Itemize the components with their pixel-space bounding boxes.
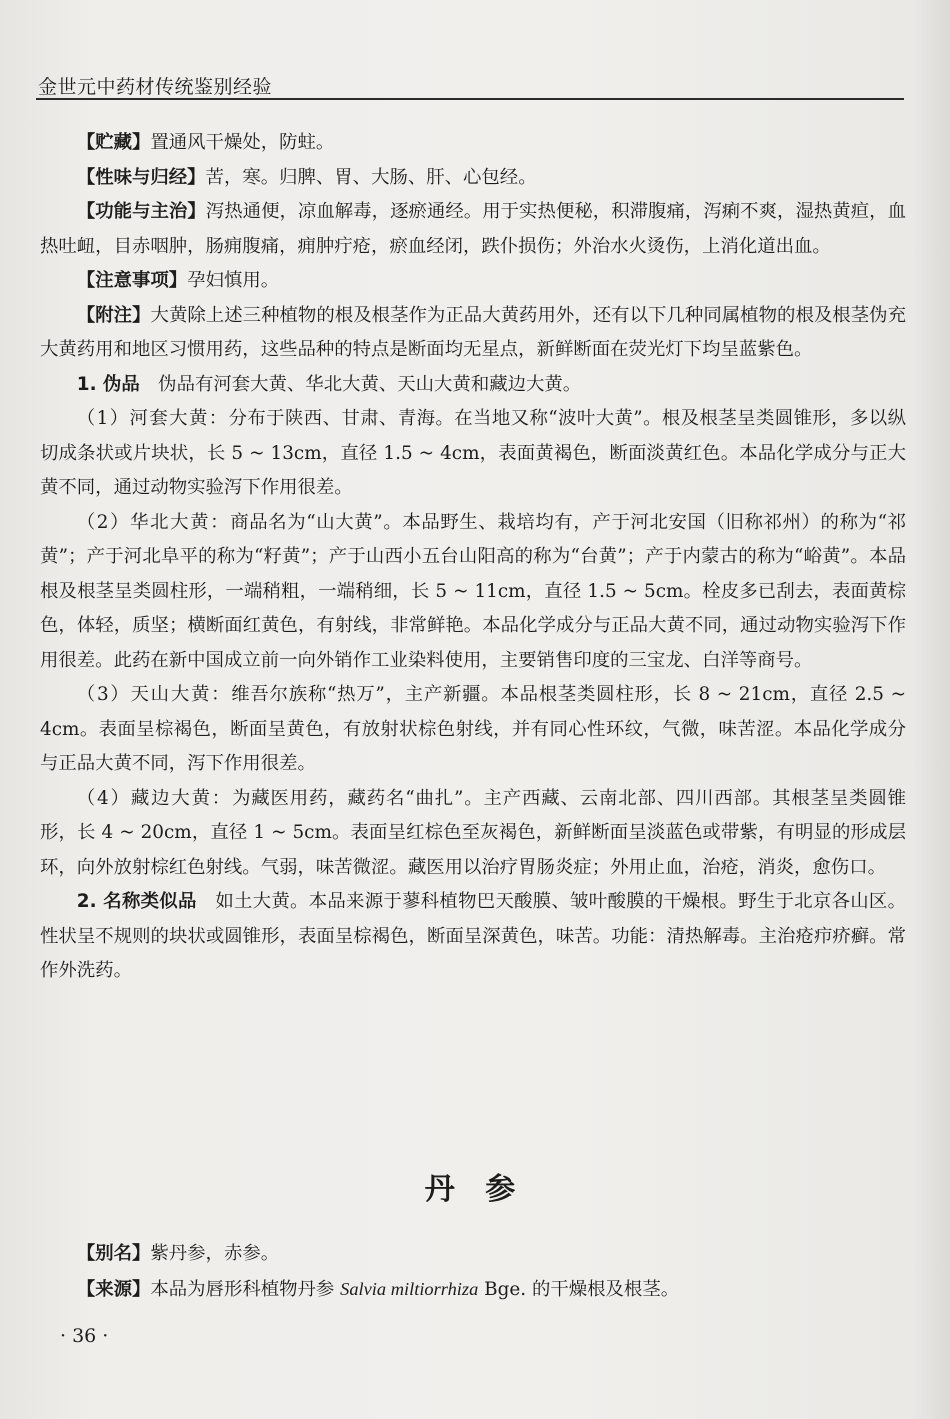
danshen-text (40, 1237, 906, 1307)
page-number: · 36 · (60, 1325, 109, 1347)
body-text (40, 126, 906, 989)
hetao-text: 分布于陕西、甘肃、青海。在当地又称“波叶大黄”。根及根茎呈类圆锥形，多以纵切成条状或片块状，长 5 ~ 13cm，直径 1.5 ~ 4cm，表面黄褐色，断面淡黄红色。本品化学成分与正大黄不同，通过动物实验泻下作用很差。 (40, 408, 906, 498)
zangbian-text: 为藏医用药，藏药名“曲扎”。主产西藏、云南北部、四川西部。其根茎呈类圆锥形，长 4 ~ 20cm，直径 1 ~ 5cm。表面呈红棕色至灰褐色，新鲜断面呈淡蓝色或带紫，有明显的形成层环，向外放射棕红色射线。气弱，味苦微涩。藏医用以治疗胃肠炎症；外用止血，治疮，消炎，愈伤口。 (40, 787, 906, 878)
storage-text: 置通风干燥处，防蛀。 (150, 132, 335, 153)
fake-text: 伪品有河套大黄、华北大黄、天山大黄和藏边大黄。 (158, 373, 582, 395)
fake-paragraph (40, 368, 906, 403)
zangbian-paragraph (40, 782, 906, 886)
function-text: 泻热通便，凉血解毒，逐瘀通经。用于实热便秘，积滞腹痛，泻痢不爽，湿热黄疸，血热吐衄，目赤咽肿，肠痈腹痛，痈肿疔疮，瘀血经闭，跌仆损伤；外治水火烫伤，上消化道出血。 (40, 201, 906, 257)
nature-text: 苦，寒。归脾、胃、大肠、肝、心包经。 (205, 166, 537, 188)
caution-label: 【注意事项】 (76, 270, 188, 291)
tianshan-label: （3）天山大黄： (76, 684, 232, 705)
source-latin-name: Salvia miltiorrhiza (340, 1278, 479, 1299)
source-label: 【来源】 (76, 1278, 151, 1300)
source-text-pre: 本品为唇形科植物丹参 (150, 1278, 341, 1300)
tianshan-paragraph (40, 678, 906, 782)
huabei-label: （2）华北大黄： (76, 511, 231, 533)
hetao-label: （1）河套大黄： (76, 408, 229, 429)
fake-label: 1. 伪品 (76, 373, 140, 395)
note-text: 大黄除上述三种植物的根及根茎作为正品大黄药用外，还有以下几种同属植物的根及根茎伪充大黄药用和地区习惯用药，这些品种的特点是断面均无星点，新鲜断面在荧光灯下均呈蓝紫色。 (40, 304, 906, 360)
note-label: 【附注】 (76, 304, 151, 326)
source-text-post: Bge. 的干燥根及根茎。 (478, 1278, 680, 1300)
running-head: 金世元中药材传统鉴别经验 (38, 76, 273, 98)
huabei-text: 商品名为“山大黄”。本品野生、栽培均有，产于河北安国（旧称祁州）的称为“祁黄”；产于河北阜平的称为“籽黄”；产于山西小五台山阳高的称为“台黄”；产于内蒙古的称为“峪黄”。本品根及根茎呈类圆柱形，一端稍粗，一端稍细，长 5 ~ 11cm，直径 1.5 ~ 5cm。栓皮多已刮去，表面黄棕色，体轻，质坚；横断面红黄色，有射线，非常鲜艳。本品化学成分与正品大黄不同，通过动物实验泻下作用很差。此药在新中国成立前一向外销作工业染料使用，主要销售印度的三宝龙、白洋等商号。 (40, 511, 906, 671)
source-paragraph (40, 1272, 906, 1308)
section-title: 丹 参 (424, 1172, 526, 1207)
storage-label: 【贮藏】 (76, 132, 151, 153)
alias-text: 紫丹参，赤参。 (150, 1243, 280, 1264)
similar-label: 2. 名称类似品 (76, 891, 197, 912)
huabei-paragraph (40, 506, 906, 679)
alias-label: 【别名】 (76, 1243, 151, 1264)
nature-label: 【性味与归经】 (76, 166, 206, 188)
function-label: 【功能与主治】 (76, 201, 206, 222)
caution-paragraph (40, 264, 906, 299)
similar-text: 如土大黄。本品来源于蓼科植物巴天酸膜、皱叶酸膜的干燥根。野生于北京各山区。性状呈不规则的块状或圆锥形，表面呈棕褐色，断面呈深黄色，味苦。功能：清热解毒。主治疮疖疥癣。常作外洗药。 (40, 891, 906, 981)
function-paragraph (40, 195, 906, 264)
zangbian-label: （4）藏边大黄： (76, 787, 233, 809)
nature-paragraph (40, 161, 906, 196)
hetao-paragraph (40, 402, 906, 506)
alias-paragraph (40, 1237, 906, 1272)
storage-paragraph (40, 126, 906, 161)
header-rule (36, 98, 904, 100)
tianshan-text: 维吾尔族称“热万”，主产新疆。本品根茎类圆柱形，长 8 ~ 21cm，直径 2.5 ~ 4cm。表面呈棕褐色，断面呈黄色，有放射状棕色射线，并有同心性环纹，气微，味苦涩。本品化学成分与正品大黄不同，泻下作用很差。 (40, 684, 906, 774)
note-paragraph (40, 299, 906, 368)
similar-paragraph (40, 885, 906, 989)
caution-text: 孕妇慎用。 (187, 270, 280, 291)
